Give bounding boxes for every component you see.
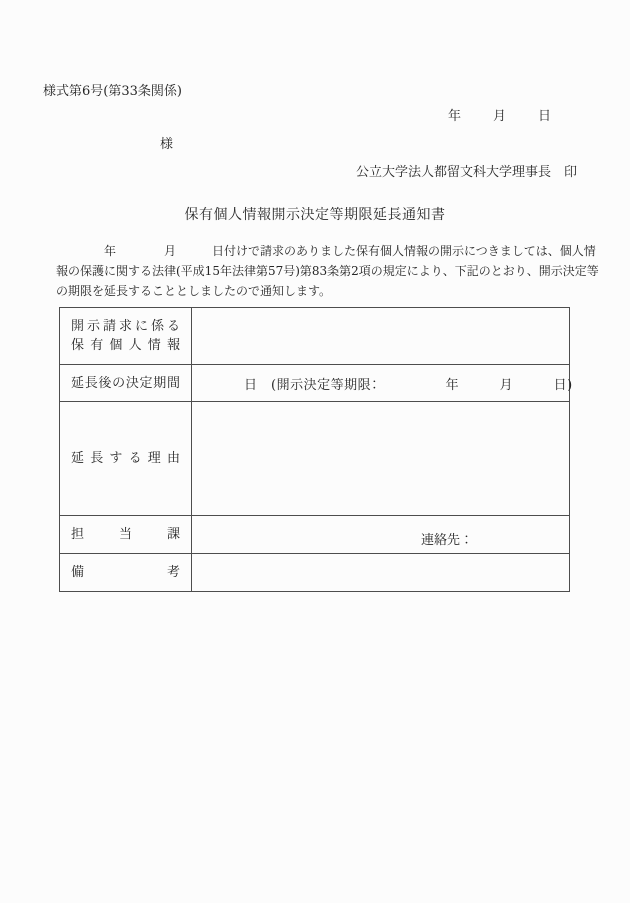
label-section-in-charge: 担当課 [60, 516, 192, 554]
contact-label: 連絡先： [421, 533, 474, 548]
document-title: 保有個人情報開示決定等期限延長通知書 [184, 207, 446, 223]
form-table [59, 307, 573, 592]
label-disclosure-info-line1: 開示請求に係る [71, 319, 180, 334]
label-disclosure-info-line2: 保有個人情報 [71, 338, 180, 353]
form-number: 様式第6号(第33条関係) [43, 84, 182, 99]
addressee-line: 様 [160, 137, 174, 152]
row-remarks [60, 554, 570, 592]
body-paragraph [56, 241, 599, 301]
body-line-2: 報の保護に関する法律(平成15年法律第57号)第83条第2項の規定により、下記のとおり、開示決定等 [56, 264, 599, 278]
field-section-in-charge [192, 516, 570, 554]
field-disclosure-info [192, 308, 570, 365]
row-extension-reason [60, 402, 570, 516]
body-line-1: 年 月 日付けで請求のありました保有個人情報の開示につきましては、個人情 [56, 244, 596, 258]
label-extended-period: 延長後の決定期間 [60, 365, 192, 402]
row-disclosure-info [60, 308, 570, 365]
row-section-in-charge [60, 516, 570, 554]
body-line-3: の期限を延長することとしましたので通知します。 [56, 284, 332, 298]
label-extension-reason: 延長する理由 [60, 402, 192, 516]
field-extended-period: 日 (開示決定等期限： 年 月 日) [192, 365, 570, 402]
field-remarks [192, 554, 570, 592]
label-remarks: 備考 [60, 554, 192, 592]
issuer-line: 公立大学法人都留文科大学理事長 印 [355, 165, 577, 180]
date-line: 年 月 日 [447, 109, 553, 124]
field-extension-reason [192, 402, 570, 516]
label-disclosure-info [60, 308, 192, 365]
row-extended-period [60, 365, 570, 402]
